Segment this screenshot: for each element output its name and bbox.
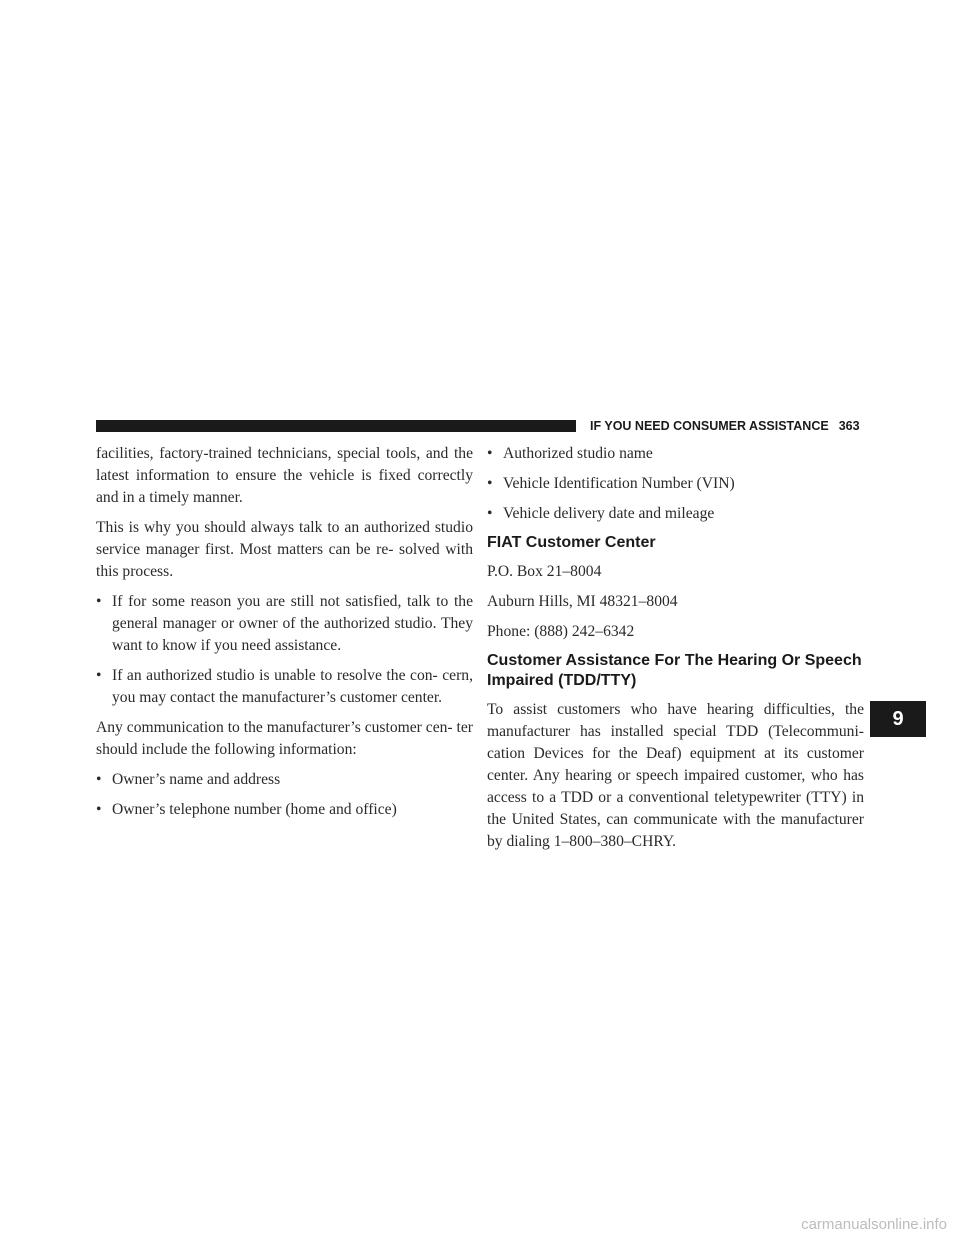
bullet-icon: • (487, 445, 493, 462)
header-rule (96, 420, 576, 432)
list-item: • Vehicle delivery date and mileage (487, 503, 864, 525)
bullet-icon: • (96, 771, 102, 788)
right-column (487, 443, 864, 861)
section-heading: Customer Assistance For The Hearing Or Speech Impaired (TDD/TTY) (487, 652, 862, 689)
paragraph: facilities, factory-trained technicians, special tools, and the latest information to ensure the vehicle is fixed correctly and in a timely manner. (96, 445, 473, 506)
bullet-icon: • (96, 801, 102, 818)
address-line: P.O. Box 21–8004 (487, 563, 602, 580)
list-item: • Owner’s name and address (96, 769, 473, 791)
paragraph: Any communication to the manufacturer’s customer cen- ter should include the following information: (96, 719, 473, 758)
section-heading: FIAT Customer Center (487, 534, 656, 551)
page-number: 363 (838, 419, 860, 433)
list-item: • Authorized studio name (487, 443, 864, 465)
bullet-icon: • (96, 667, 102, 684)
running-header (590, 418, 870, 434)
paragraph: This is why you should always talk to an authorized studio service manager first. Most matters can be re- solved with this process. (96, 519, 473, 580)
bullet-icon: • (487, 475, 493, 492)
list-item: • Owner’s telephone number (home and office) (96, 799, 473, 821)
list-item: • Vehicle Identification Number (VIN) (487, 473, 864, 495)
paragraph: To assist customers who have hearing difficulties, the manufacturer has installed special TDD (Telecommuni- cation Devices for the Deaf) equipment at its customer center. Any hearing or speech impaired customer, who has access to a TDD or a conventional teletypewriter (TTY) in the United States, can communicate with the manufacturer by dialing 1–800–380–CHRY. (487, 701, 864, 850)
section-title: IF YOU NEED CONSUMER ASSISTANCE (590, 419, 829, 433)
address-line: Auburn Hills, MI 48321–8004 (487, 593, 678, 610)
left-column (96, 443, 473, 829)
watermark: carmanualsonline.info (801, 1216, 947, 1233)
bullet-icon: • (487, 505, 493, 522)
list-item: • If for some reason you are still not satisfied, talk to the general manager or owner of the authorized studio. They want to know if you need assistance. (96, 591, 473, 657)
bullet-icon: • (96, 593, 102, 610)
list-item: • If an authorized studio is unable to resolve the con- cern, you may contact the manufacturer’s customer center. (96, 665, 473, 709)
phone-line: Phone: (888) 242–6342 (487, 623, 635, 640)
chapter-tab: 9 (870, 701, 926, 737)
